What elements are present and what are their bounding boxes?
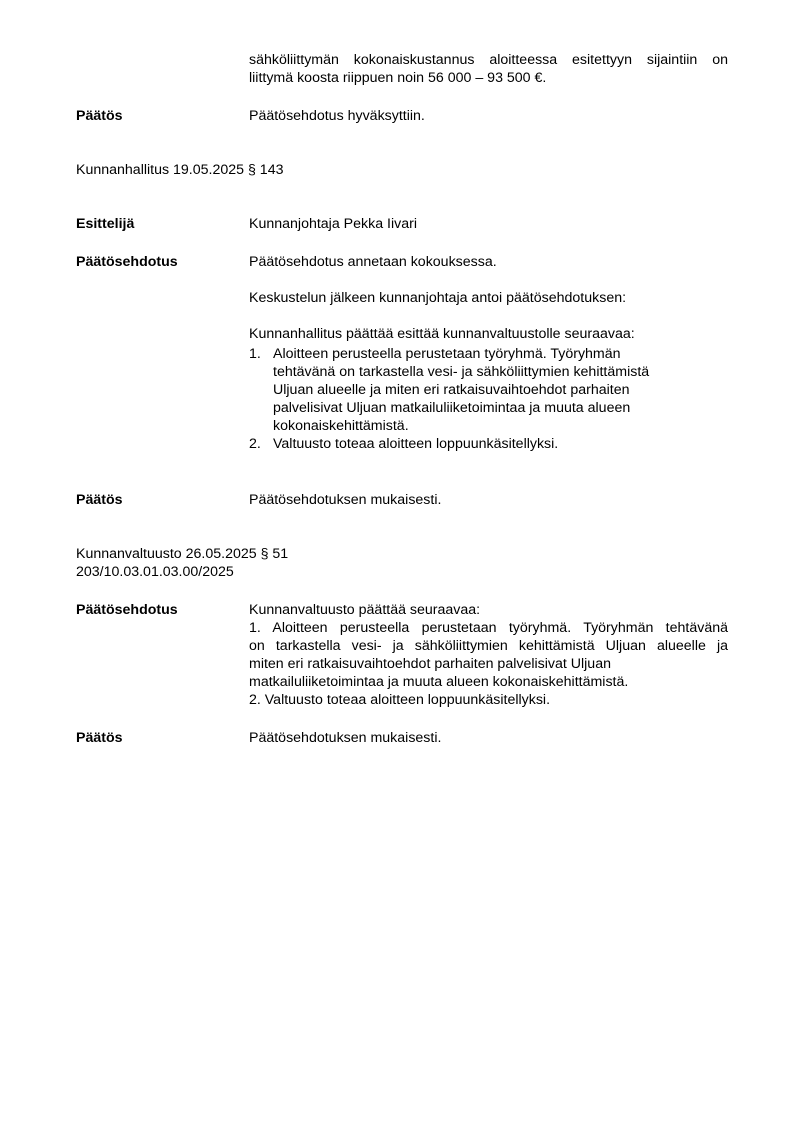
- kv-decision-text: Päätösehdotuksen mukaisesti.: [249, 730, 442, 746]
- kv-reference-number: 203/10.03.01.03.00/2025: [76, 564, 234, 580]
- decision-text-1: Päätösehdotus hyväksyttiin.: [249, 108, 425, 124]
- list-item-line: palvelisivat Uljuan matkailuliiketoimintaa ja muuta alueen: [273, 400, 631, 416]
- kv-proposal-line: miten eri ratkaisuvaihtoehdot parhaiten palvelisivat Uljuan: [249, 656, 611, 672]
- list-item-line: Uljuan alueelle ja miten eri ratkaisuvaihtoehdot parhaiten: [273, 382, 630, 398]
- list-item-line: Aloitteen perusteella perustetaan työryhmä. Työryhmän: [273, 346, 621, 362]
- intro-line-2: liittymä koosta riippuen noin 56 000 – 93 500 €.: [249, 70, 547, 86]
- list-item-line: Valtuusto toteaa aloitteen loppuunkäsitellyksi.: [273, 436, 559, 452]
- presenter-label: Esittelijä: [76, 216, 135, 232]
- kv-proposal-line: on tarkastella vesi- ja sähköliittymien kehittämistä Uljuan alueelle ja: [249, 638, 728, 654]
- kh-proposal-p2: Keskustelun jälkeen kunnanjohtaja antoi päätösehdotuksen:: [249, 290, 627, 306]
- kv-heading: Kunnanvaltuusto 26.05.2025 § 51: [76, 546, 289, 562]
- kv-proposal-line: 1. Aloitteen perusteella perustetaan työryhmä. Työryhmän tehtävänä: [249, 620, 728, 636]
- kv-decision-label: Päätös: [76, 730, 123, 746]
- list-item-number: 2.: [249, 436, 261, 452]
- list-item-line: kokonaiskehittämistä.: [273, 418, 409, 434]
- kh-proposal-p3: Kunnanhallitus päättää esittää kunnanvaltuustolle seuraavaa:: [249, 326, 635, 342]
- intro-line-1: sähköliittymän kokonaiskustannus aloitteessa esitettyyn sijaintiin on: [249, 52, 728, 68]
- kh-proposal-p1: Päätösehdotus annetaan kokouksessa.: [249, 254, 497, 270]
- list-item-number: 1.: [249, 346, 261, 362]
- kv-proposal-label: Päätösehdotus: [76, 602, 178, 618]
- kh-decision-text: Päätösehdotuksen mukaisesti.: [249, 492, 442, 508]
- kv-proposal-line: matkailuliiketoimintaa ja muuta alueen kokonaiskehittämistä.: [249, 674, 629, 690]
- kh-proposal-label: Päätösehdotus: [76, 254, 178, 270]
- kv-proposal-line: 2. Valtuusto toteaa aloitteen loppuunkäsitellyksi.: [249, 692, 551, 708]
- kh-heading: Kunnanhallitus 19.05.2025 § 143: [76, 162, 284, 178]
- decision-label-1: Päätös: [76, 108, 123, 124]
- presenter-name: Kunnanjohtaja Pekka Iivari: [249, 216, 417, 232]
- kh-decision-label: Päätös: [76, 492, 123, 508]
- kv-proposal-line: Kunnanvaltuusto päättää seuraavaa:: [249, 602, 481, 618]
- list-item-line: tehtävänä on tarkastella vesi- ja sähköliittymien kehittämistä: [273, 364, 650, 380]
